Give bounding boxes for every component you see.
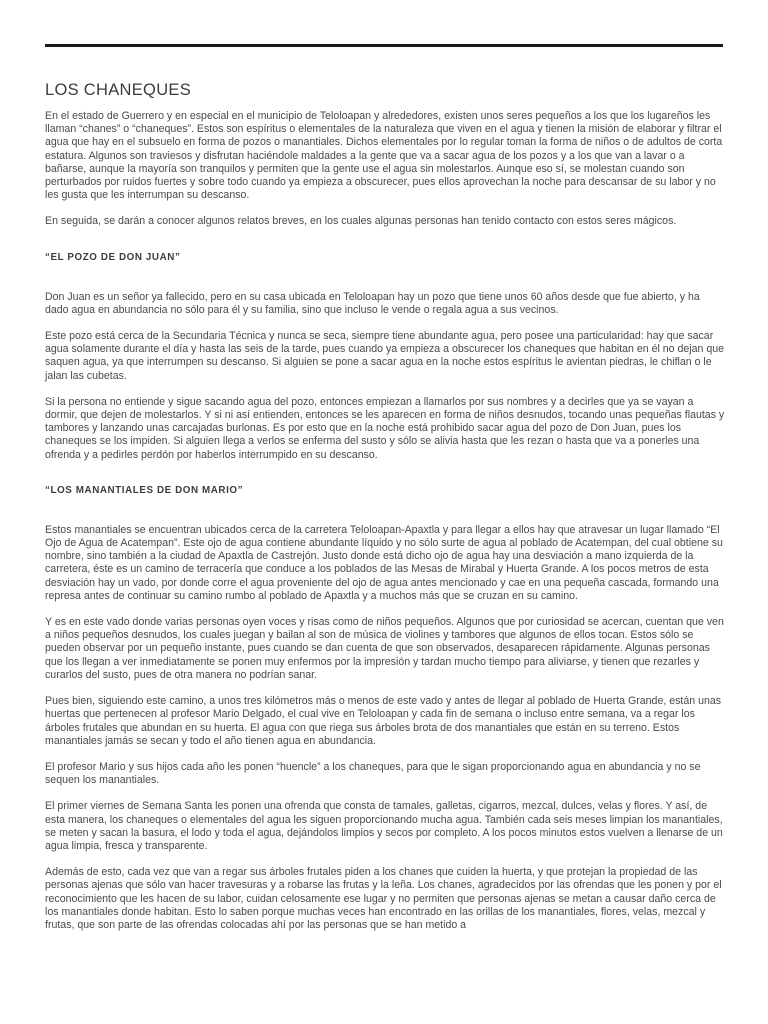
section2-paragraph-4: El profesor Mario y sus hijos cada año les ponen “huencle” a los chaneques, para que le sigan proporcionando agua en abundancia y no se sequen los manantiales. xyxy=(45,760,701,787)
intro-paragraph-1: En el estado de Guerrero y en especial en el municipio de Teloloapan y alrededores, existen unos seres pequeños a los que los lugareños les llaman “chanes” o “chaneques”. Estos son espíritus o elementales de la naturaleza que viven en el agua y tienen la misión de elaborar y filtrar el agua que hay en el subsuelo en forma de pozos o manantiales. Dichos elementales por lo regular toman la forma de niños o de adultos de corta estatura. Algunos son traviesos y disfrutan haciéndole maldades a la gente que va a sacar agua de los pozos y a los que van a lavar o a bañarse, aunque la mayoría son tranquilos y permiten que la gente use el agua sin molestarlos. Aunque eso sí, se molestan cuando son perturbados por ruidos fuertes y sobre todo cuando ya empieza a obscurecer, pues ellos aprovechan la noche para descansar de su labor y no les gusta que les interrumpan su descanso. xyxy=(45,110,723,202)
section1-paragraph-1: Don Juan es un señor ya fallecido, pero en su casa ubicada en Teloloapan hay un pozo que tiene unos 60 años desde que fue abierto, y ha dado agua en abundancia no sólo para él y su familia, sino que incluso le vende o regala agua a sus vecinos. xyxy=(45,290,700,316)
section1-paragraph-2: Este pozo está cerca de la Secundaria Técnica y nunca se seca, siempre tiene abundante agua, pero posee una particularidad: hay que sacar agua solamente durante el día y hasta las seis de la tarde, pues cuando ya empieza a obscurecer los chaneques que habitan en él no dejan que saquen agua, ya que interrumpen su descanso. Si alguien se pone a sacar agua en la noche estos espíritus le avientan piedras, le chiflan o le jalan las cubetas. xyxy=(45,330,725,382)
section-heading-manantiales-de-don-mario: “LOS MANANTIALES DE DON MARIO” xyxy=(45,484,244,496)
section2-paragraph-6: Además de esto, cada vez que van a regar sus árboles frutales piden a los chanes que cuiden la huerta, y que protejan la propiedad de las personas ajenas que sólo van hacer travesuras y a robarse las frutas y la leña. Los chanes, agradecidos por las ofrendas que les ponen y por el reconocimiento que les hacen de su labor, cuidan celosamente ese lugar y no permiten que personas ajenas se metan a causar daño cerca de los manantiales donde habitan. Esto lo saben porque muchas veces han encontrado en las orillas de los manantiales, flores, velas, mezcal y frutas, que son parte de las ofrendas colocadas ahí por las personas que se han metido a xyxy=(45,866,722,931)
section-heading-pozo-de-don-juan: “EL POZO DE DON JUAN” xyxy=(45,251,181,263)
article-title: LOS CHANEQUES xyxy=(45,81,192,99)
section2-paragraph-5: El primer viernes de Semana Santa les ponen una ofrenda que consta de tamales, galletas, cigarros, mezcal, dulces, velas y flores. Y así, de esta manera, los chaneques o elementales del agua les siguen proporcionando mucha agua. También cada seis meses limpian los manantiales, se meten y sacan la basura, el lodo y toda el agua, dejándolos limpios y secos por completo. A los pocos minutos estos vuelven a llenarse de un agua limpia, fresca y transparente. xyxy=(45,800,723,852)
intro-paragraph-2: En seguida, se darán a conocer algunos relatos breves, en los cuales algunas personas han tenido contacto con estos seres mágicos. xyxy=(45,215,677,228)
article-body xyxy=(45,80,725,945)
section2-paragraph-1: Estos manantiales se encuentran ubicados cerca de la carretera Teloloapan-Apaxtla y para llegar a ellos hay que atravesar un lugar llamado “El Ojo de Agua de Acatempan”. Este ojo de agua contiene abundante líquido y no sólo surte de agua al poblado de Acatempan, del cual obtiene su nombre, sino también a la ciudad de Apaxtla de Castrejón. Justo donde está dicho ojo de agua hay una desviación a mano izquierda de la carretera, éste es un camino de terracería que conduce a los poblados de las Mesas de Mirabal y Huerta Grande. A los pocos metros de esta desviación hay un vado, por donde corre el agua proveniente del ojo de agua antes mencionado y cae en una pequeña cascada, formando una represa antes de continuar su camino rumbo al poblado de Apaxtla y a muchos más que se cruzan en su camino. xyxy=(45,523,723,602)
section2-paragraph-3: Pues bien, siguiendo este camino, a unos tres kilómetros más o menos de este vado y antes de llegar al poblado de Huerta Grande, están unas huertas que pertenecen al profesor Mario Delgado, el cual vive en Teloloapan y cada fin de semana o incluso entre semana, va a regar los árboles frutales que abundan en su huerta. El agua con que riega sus árboles brota de dos manantiales que están en su terreno. Estos manantiales jamás se secan y todo el año tienen agua en abundancia. xyxy=(45,695,722,747)
section1-paragraph-3: Si la persona no entiende y sigue sacando agua del pozo, entonces empiezan a llamarlos por sus nombres y a decirles que ya se vayan a dormir, que dejen de molestarlos. Y si ni así entienden, entonces se les aparecen en forma de niños desnudos, tocando unas pequeñas flautas y tambores y lanzando unas carcajadas burlonas. Es por esto que en la noche está prohibido sacar agua del pozo de Don Juan, pues los chaneques se los impiden. Si alguien llega a verlos se enferma del susto y sólo se alivia hasta que les rezan o hasta que va a ponerles una ofrenda y a pedirles perdón por haberlos interrumpido en su descanso. xyxy=(45,395,725,461)
section2-paragraph-2: Y es en este vado donde varias personas oyen voces y risas como de niños pequeños. Algunos que por curiosidad se acercan, cuentan que ven a niños pequeños desnudos, los cuales juegan y bailan al son de música de violines y tambores que algunos de ellos tocan. Estos sólo se pueden observar por un pequeño instante, pues cuando se dan cuenta de que son observados, desaparecen rápidamente. Algunas personas que los llegan a ver inmediatamente se ponen muy enfermos por la impresión y tardan mucho tiempo para aliviarse, y tienen que rezarles y curarlos del susto, pues de otra manera no podrían sanar. xyxy=(45,616,724,681)
top-divider xyxy=(45,44,723,47)
